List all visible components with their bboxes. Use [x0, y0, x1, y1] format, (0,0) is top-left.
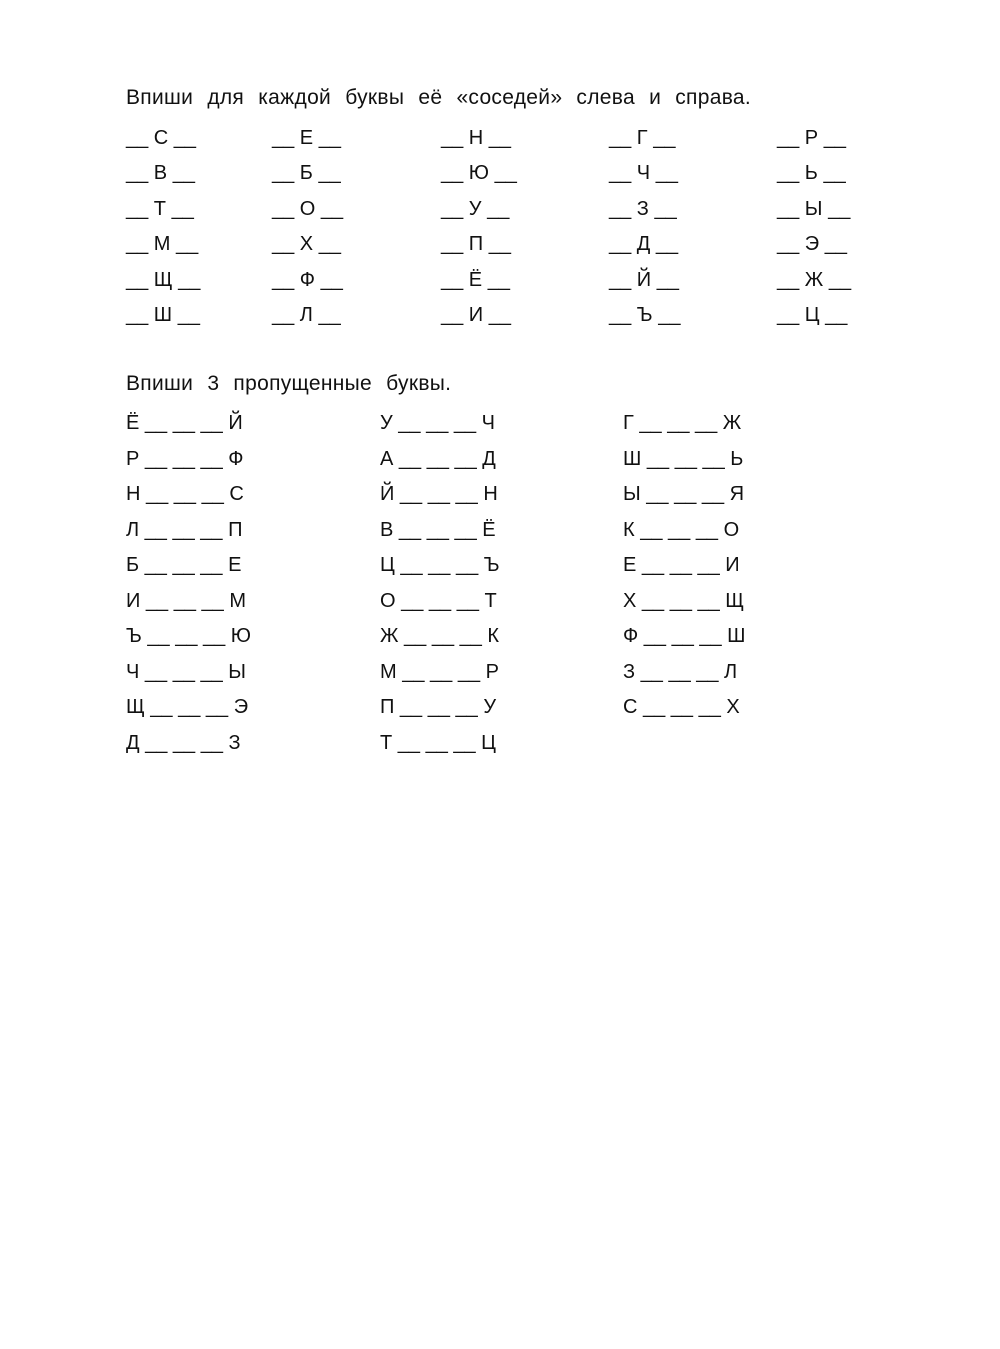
missing-letters-item[interactable]: Е __ __ __ И — [623, 554, 740, 576]
missing-letters-item[interactable]: Щ __ __ __ Э — [126, 696, 249, 718]
missing-letters-item[interactable]: З __ __ __ Л — [623, 660, 738, 683]
missing-letters-item[interactable]: Ф __ __ __ Ш — [623, 625, 746, 647]
neighbor-item[interactable]: __ Ъ __ — [609, 304, 681, 326]
missing-letters-item[interactable]: Ц __ __ __ Ъ — [380, 554, 500, 576]
neighbor-item[interactable]: __ Ф __ — [272, 268, 343, 291]
missing-letters-item[interactable]: К __ __ __ О — [623, 518, 740, 541]
neighbor-item[interactable]: __ И __ — [441, 304, 511, 326]
exercise1-instruction: Впиши для каждой буквы её «соседей» слева и справа. — [126, 86, 752, 109]
neighbor-item[interactable]: __ Р __ — [777, 127, 846, 149]
neighbor-item[interactable]: __ Т __ — [126, 197, 194, 220]
neighbor-item[interactable]: __ В __ — [126, 162, 195, 185]
missing-letters-item[interactable]: И __ __ __ М — [126, 589, 246, 612]
neighbor-item[interactable]: __ Ш __ — [126, 304, 200, 326]
missing-letters-item[interactable]: Б __ __ __ Е — [126, 554, 242, 576]
missing-letters-item[interactable]: М __ __ __ Р — [380, 660, 499, 683]
missing-letters-item[interactable]: Г __ __ __ Ж — [623, 412, 742, 434]
missing-letters-item[interactable]: Х __ __ __ Щ — [623, 589, 745, 612]
neighbor-item[interactable]: __ Й __ — [609, 268, 679, 291]
neighbor-item[interactable]: __ Э __ — [777, 233, 847, 256]
neighbor-item[interactable]: __ Л __ — [272, 304, 341, 326]
neighbor-item[interactable]: __ Ч __ — [609, 162, 678, 185]
missing-letters-item[interactable]: Н __ __ __ С — [126, 483, 244, 505]
neighbor-item[interactable]: __ Е __ — [272, 127, 341, 149]
missing-letters-item[interactable]: О __ __ __ Т — [380, 589, 497, 612]
exercise2-instruction: Впиши 3 пропущенные буквы. — [126, 372, 452, 395]
missing-letters-item[interactable]: Ж __ __ __ К — [380, 625, 500, 647]
missing-letters-item[interactable]: Ч __ __ __ Ы — [126, 660, 246, 683]
neighbor-item[interactable]: __ Ю __ — [441, 162, 517, 185]
neighbor-item[interactable]: __ Г __ — [609, 127, 676, 149]
neighbor-item[interactable]: __ Ы __ — [777, 197, 851, 220]
missing-letters-item[interactable]: Д __ __ __ З — [126, 731, 241, 754]
missing-letters-item[interactable]: С __ __ __ Х — [623, 696, 740, 718]
neighbor-item[interactable]: __ З __ — [609, 197, 677, 220]
neighbor-item[interactable]: __ Д __ — [609, 233, 679, 256]
missing-letters-item[interactable]: П __ __ __ У — [380, 696, 497, 718]
neighbor-item[interactable]: __ Ц __ — [777, 304, 848, 326]
missing-letters-item[interactable]: Л __ __ __ П — [126, 518, 243, 541]
missing-letters-item[interactable]: Т __ __ __ Ц — [380, 731, 496, 754]
neighbor-item[interactable]: __ О __ — [272, 197, 344, 220]
neighbor-item[interactable]: __ Х __ — [272, 233, 341, 256]
neighbor-item[interactable]: __ Н __ — [441, 127, 512, 149]
neighbor-item[interactable]: __ Ь __ — [777, 162, 846, 185]
neighbor-item[interactable]: __ Ж __ — [777, 268, 852, 291]
missing-letters-item[interactable]: Й __ __ __ Н — [380, 483, 498, 505]
neighbor-item[interactable]: __ М __ — [126, 233, 199, 256]
neighbor-item[interactable]: __ С __ — [126, 127, 197, 149]
missing-letters-item[interactable]: Ш __ __ __ Ь — [623, 447, 744, 470]
missing-letters-item[interactable]: Р __ __ __ Ф — [126, 447, 244, 470]
missing-letters-item[interactable]: У __ __ __ Ч — [380, 412, 495, 434]
missing-letters-item[interactable]: Ъ __ __ __ Ю — [126, 625, 251, 647]
neighbor-item[interactable]: __ Щ __ — [126, 268, 201, 291]
neighbor-item[interactable]: __ У __ — [441, 197, 510, 220]
missing-letters-item[interactable]: В __ __ __ Ё — [380, 518, 496, 541]
missing-letters-item[interactable]: Ы __ __ __ Я — [623, 483, 745, 505]
missing-letters-item[interactable]: А __ __ __ Д — [380, 447, 496, 470]
neighbor-item[interactable]: __ Ё __ — [441, 268, 510, 291]
neighbor-item[interactable]: __ П __ — [441, 233, 511, 256]
neighbor-item[interactable]: __ Б __ — [272, 162, 341, 185]
missing-letters-item[interactable]: Ё __ __ __ Й — [126, 412, 243, 434]
